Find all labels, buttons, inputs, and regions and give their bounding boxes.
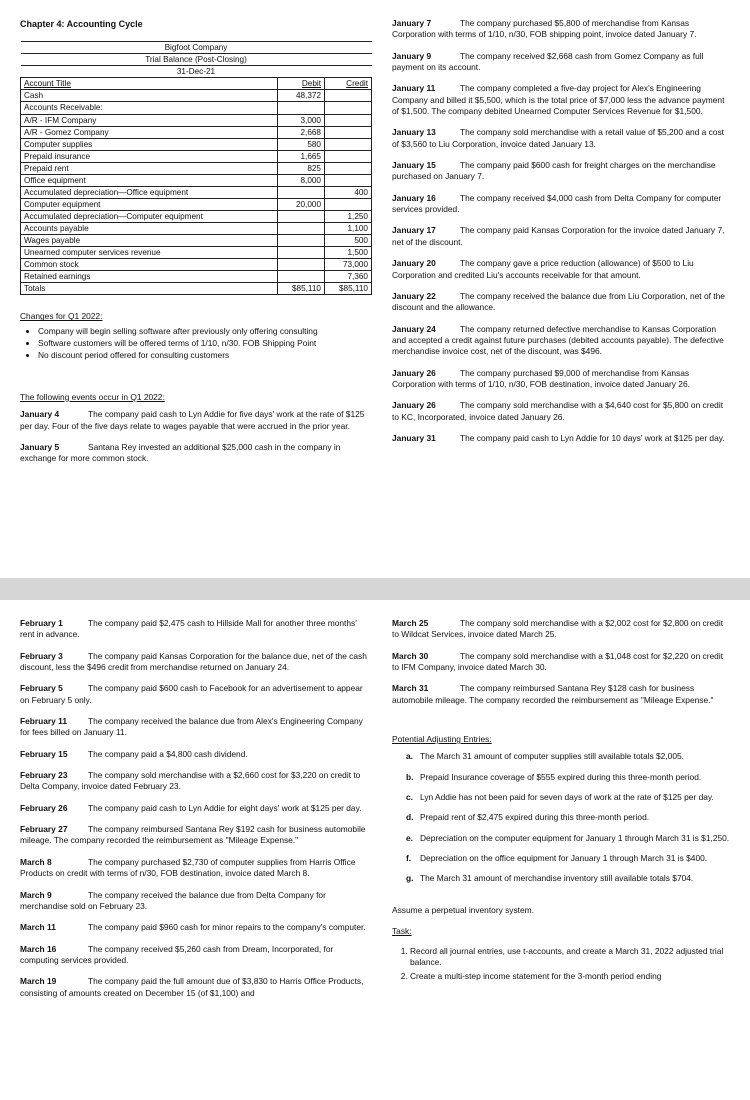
tb-credit (325, 162, 372, 174)
event-text: The company received $2,668 cash from Gomez Company as full payment on its account. (392, 50, 704, 73)
event-entry (20, 824, 370, 847)
event-entry (20, 618, 370, 641)
event-date: January 5 (20, 441, 60, 452)
adjusting-item (406, 812, 732, 823)
event-entry (392, 618, 732, 641)
adjusting-text: Lyn Addie has not been paid for seven days of work at the rate of $125 per day. (420, 792, 714, 803)
tb-account: Common stock (21, 259, 278, 271)
adjusting-text: Depreciation on the office equipment for January 1 through March 31 is $400. (420, 853, 708, 864)
event-date: February 26 (20, 802, 68, 813)
tb-row (21, 138, 372, 150)
tb-account: Totals (21, 283, 278, 295)
adjusting-list (392, 751, 732, 884)
event-text: The company paid a $4,800 cash dividend. (88, 748, 248, 759)
event-date: January 9 (392, 50, 432, 61)
event-text: The company purchased $5,800 of merchandise from Kansas Corporation with terms of 1/10, n/30, FOB shipping point, invoice dated January 7. (392, 18, 697, 40)
tb-credit: 7,360 (325, 271, 372, 283)
event-text: The company reimbursed Santana Rey $128 cash for business automobile mileage. The company recorded the reimbursement as "Mileage Expense." (392, 683, 714, 705)
tb-header-row (21, 42, 372, 54)
tb-debit (278, 102, 325, 114)
tb-date: 31-Dec-21 (21, 66, 372, 78)
event-entry (20, 976, 370, 999)
event-text: The company gave a price reduction (allowance) of $500 to Liu Corporation and credited Liu's accounts receivable for that amount. (392, 258, 694, 280)
tb-row (21, 271, 372, 283)
adjusting-letter: a. (406, 751, 413, 762)
tb-debit (278, 186, 325, 198)
event-entry (20, 749, 370, 760)
event-text: The company sold merchandise with a $1,048 cost for $2,220 on credit to IFM Company, invoice dated March 30. (392, 650, 724, 673)
event-text: The company purchased $9,000 of merchandise from Kansas Corporation with terms of 1/10, n/30, FOB destination, invoice dated January 26. (392, 367, 690, 389)
tb-credit (325, 174, 372, 186)
event-date: January 13 (392, 127, 436, 138)
tb-credit: 1,250 (325, 211, 372, 223)
event-date: January 17 (392, 225, 436, 236)
changes-section (20, 311, 370, 361)
changes-list (20, 326, 370, 362)
tb-row (21, 283, 372, 295)
tb-row (21, 235, 372, 247)
event-date: February 23 (20, 770, 68, 781)
tb-column-header-row (21, 78, 372, 90)
tb-header-row (21, 66, 372, 78)
event-text: The company paid cash to Lyn Addie for five days' work at the rate of $125 per day. Four of the five days relate to wages payable that were accrued in the prior year. (20, 409, 365, 431)
page-two-left-column (20, 618, 370, 1009)
event-entry (20, 442, 370, 465)
event-text: The company paid cash to Lyn Addie for 10 days' work at $125 per day. (460, 432, 725, 443)
tb-account: Prepaid insurance (21, 150, 278, 162)
tb-debit: 825 (278, 162, 325, 174)
page-separator (0, 578, 750, 600)
event-entry (392, 51, 732, 74)
tb-debit (278, 271, 325, 283)
tb-debit (278, 259, 325, 271)
tb-credit (325, 138, 372, 150)
tb-credit (325, 198, 372, 210)
tb-account: A/R - Gomez Company (21, 126, 278, 138)
tb-row (21, 174, 372, 186)
event-text: The company returned defective merchandise to Kansas Corporation and accepted a credit against future purchases (debited accounts payable). The defective merchandise invoice cost, net of the discount, was $496. (392, 323, 724, 357)
event-entry (20, 944, 370, 967)
changes-item: • Software customers will be offered terms of 1/10, n/30. FOB Shipping Point (38, 338, 370, 349)
tb-row (21, 114, 372, 126)
tb-credit: 1,100 (325, 223, 372, 235)
event-entry (20, 716, 370, 739)
tb-col-credit-label: Credit (346, 79, 368, 89)
event-text: The company sold merchandise with a $2,002 cost for $2,800 on credit to Wildcat Services, invoice dated March 25. (392, 618, 724, 640)
tb-credit: 500 (325, 235, 372, 247)
tb-col-credit (325, 78, 372, 90)
adjusting-letter: d. (406, 812, 414, 823)
event-text: The company paid $600 cash for freight charges on the merchandise purchased on January 7. (392, 160, 716, 182)
tb-title: Trial Balance (Post-Closing) (21, 54, 372, 66)
event-entry (392, 683, 732, 706)
page-one-left-column (20, 18, 370, 475)
adjusting-text: The March 31 amount of computer supplies still available totals $2,005. (420, 751, 684, 762)
changes-item: • No discount period offered for consulting customers (38, 350, 370, 361)
tb-row (21, 198, 372, 210)
event-date: March 25 (392, 618, 429, 628)
tb-account: Computer supplies (21, 138, 278, 150)
tb-account: Cash (21, 90, 278, 102)
event-entry (20, 651, 370, 674)
event-text: The company paid Kansas Corporation for the balance due, net of the cash discount, less the $496 credit from merchandise returned on January 24. (20, 650, 367, 673)
adjusting-item (406, 792, 732, 803)
adjusting-text: The March 31 amount of merchandise inventory still available totals $704. (420, 873, 694, 884)
event-entry (20, 409, 370, 432)
page-two (0, 600, 750, 1100)
tb-credit: $85,110 (325, 283, 372, 295)
tb-debit: 48,372 (278, 90, 325, 102)
adjusting-letter: b. (406, 771, 414, 782)
tb-row (21, 150, 372, 162)
event-text: The company received the balance due from Alex's Engineering Company for fees billed on January 11. (20, 716, 363, 738)
tb-debit (278, 223, 325, 235)
event-entry (392, 651, 732, 674)
adjusting-text: Prepaid Insurance coverage of $555 expired during this three-month period. (420, 771, 702, 782)
event-date: March 19 (20, 976, 57, 987)
event-date: January 31 (392, 432, 436, 443)
event-date: January 4 (20, 409, 60, 420)
tb-col-account-label: Account Title (24, 79, 71, 89)
event-date: March 9 (20, 889, 52, 900)
page-one-right-column (392, 18, 732, 454)
trial-balance-table (20, 41, 372, 295)
tb-col-debit (278, 78, 325, 90)
chapter-title: Chapter 4: Accounting Cycle (20, 19, 143, 29)
event-date: February 1 (20, 618, 63, 628)
adjusting-item (406, 853, 732, 864)
event-text: Santana Rey invested an additional $25,000 cash in the company in exchange for more common stock. (20, 441, 341, 464)
event-entry (20, 683, 370, 706)
tb-credit (325, 126, 372, 138)
events-section (20, 392, 370, 465)
event-text: The company sold merchandise with a $4,640 cost for $5,800 on credit to KC, Incorporated, invoice dated January 26. (392, 400, 724, 422)
tb-account: Computer equipment (21, 198, 278, 210)
event-entry (392, 291, 732, 314)
tb-header-row (21, 54, 372, 66)
adjusting-item (406, 772, 732, 783)
event-date: February 5 (20, 683, 63, 694)
event-entry (392, 225, 732, 248)
event-date: March 30 (392, 650, 429, 661)
event-text: The company paid the full amount due of $3,830 to Harris Office Products, consisting of amounts created on December 15 (of $1,100) and (20, 976, 364, 998)
tb-row (21, 247, 372, 259)
event-text: The company sold merchandise with a retail value of $5,200 and a cost of $3,560 to Liu Corporation, invoice dated January 13. (392, 127, 724, 149)
event-text: The company reimbursed Santana Rey $192 cash for business automobile mileage. The company recorded the reimbursement as "Mileage Expense." (20, 824, 366, 846)
event-entry (20, 857, 370, 880)
event-date: January 24 (392, 323, 436, 334)
tb-debit: 8,000 (278, 174, 325, 186)
adjusting-item (406, 751, 732, 762)
tb-debit (278, 247, 325, 259)
tb-credit: 73,000 (325, 259, 372, 271)
event-date: March 16 (20, 943, 57, 954)
adjusting-heading: Potential Adjusting Entries: (392, 734, 492, 745)
event-date: March 8 (20, 856, 52, 867)
tb-company: Bigfoot Company (21, 42, 372, 54)
event-text: The company paid $2,475 cash to Hillside Mall for another three months' rent in advance. (20, 618, 357, 640)
tb-col-account (21, 78, 278, 90)
tb-debit: 20,000 (278, 198, 325, 210)
event-text: The company paid $960 cash for minor repairs to the company's computer. (88, 922, 366, 933)
tb-debit: 3,000 (278, 114, 325, 126)
tb-account: Wages payable (21, 235, 278, 247)
tb-credit: 1,500 (325, 247, 372, 259)
event-text: The company received $4,000 cash from Delta Company for computer services provided. (392, 192, 722, 215)
event-entry (392, 258, 732, 281)
event-text: The company received $5,260 cash from Dream, Incorporated, for computing services provided. (20, 943, 334, 965)
event-date: January 26 (392, 367, 436, 378)
event-entry (392, 368, 732, 391)
tb-account: Retained earnings (21, 271, 278, 283)
tb-credit (325, 114, 372, 126)
event-date: January 15 (392, 160, 436, 171)
adjusting-item (406, 873, 732, 884)
task-item: 1. Record all journal entries, use t-accounts, and create a March 31, 2022 adjusted trial balance. (410, 946, 732, 969)
event-text: The company purchased $2,730 of computer supplies from Harris Office Products on credit with terms of n/30, FOB destination, invoice dated March 8. (20, 856, 356, 879)
events-left-list (20, 409, 370, 464)
events-right-list (392, 618, 732, 706)
adjusting-letter: g. (406, 873, 414, 884)
adjusting-letter: f. (406, 853, 412, 864)
tb-account: A/R - IFM Company (21, 114, 278, 126)
adjusting-letter: e. (406, 832, 413, 843)
tb-account: Accounts payable (21, 223, 278, 235)
event-date: March 31 (392, 683, 429, 694)
adjusting-text: Depreciation on the computer equipment for January 1 through March 31 is $1,250. (420, 832, 730, 843)
event-entry (20, 803, 370, 814)
tb-row (21, 90, 372, 102)
event-date: February 27 (20, 824, 68, 835)
tb-row (21, 162, 372, 174)
adjusting-letter: c. (406, 792, 413, 803)
tb-account: Accumulated depreciation—Computer equipment (21, 211, 278, 223)
task-item: 2. Create a multi-step income statement for the 3-month period ending (410, 971, 732, 982)
tb-row (21, 223, 372, 235)
event-text: The company sold merchandise with a $2,660 cost for $3,220 on credit to Delta Company, invoice dated February 23. (20, 770, 361, 792)
event-date: February 15 (20, 748, 68, 759)
event-date: January 16 (392, 192, 436, 203)
events-heading: The following events occur in Q1 2022: (20, 391, 165, 402)
event-entry (392, 433, 732, 444)
event-text: The company paid Kansas Corporation for the invoice dated January 7, net of the discount. (392, 225, 725, 247)
event-text: The company paid cash to Lyn Addie for eight days' work at $125 per day. (88, 802, 362, 813)
event-entry (392, 193, 732, 216)
tb-debit: 1,665 (278, 150, 325, 162)
tb-account: Accumulated depreciation—Office equipment (21, 186, 278, 198)
event-date: January 11 (392, 83, 436, 94)
tb-credit (325, 150, 372, 162)
tb-row (21, 126, 372, 138)
tb-debit: 580 (278, 138, 325, 150)
event-entry (20, 770, 370, 793)
event-entry (20, 890, 370, 913)
tb-col-debit-label: Debit (301, 79, 321, 89)
event-entry (392, 400, 732, 423)
event-date: February 11 (20, 716, 68, 727)
tb-row (21, 102, 372, 114)
tb-account: Office equipment (21, 174, 278, 186)
event-date: January 26 (392, 400, 436, 411)
tb-credit: 400 (325, 186, 372, 198)
tb-account: Unearned computer services revenue (21, 247, 278, 259)
event-date: January 20 (392, 258, 436, 269)
event-entry (20, 922, 370, 933)
tb-credit (325, 90, 372, 102)
event-entry (392, 18, 732, 41)
task-list (392, 946, 732, 983)
event-text: The company paid $600 cash to Facebook for an advertisement to appear on February 5 only. (20, 683, 363, 705)
tb-account: Prepaid rent (21, 162, 278, 174)
event-date: March 11 (20, 922, 56, 933)
event-entry (392, 127, 732, 150)
tb-debit: 2,668 (278, 126, 325, 138)
event-entry (392, 160, 732, 183)
tb-row (21, 211, 372, 223)
tb-account: Accounts Receivable: (21, 102, 278, 114)
tb-row (21, 259, 372, 271)
event-entry (392, 83, 732, 117)
changes-heading: Changes for Q1 2022: (20, 311, 103, 322)
event-text: The company completed a five-day project for Alex's Engineering Company and billed it $5,500, which is the total price of $7,000 less the advance payment of $1,500. The company debited Unearned Computer Services Revenue for $1,500. (392, 83, 725, 117)
tb-credit (325, 102, 372, 114)
adjusting-text: Prepaid rent of $2,475 expired during this three-month period. (420, 812, 650, 823)
tb-debit (278, 211, 325, 223)
event-text: The company received the balance due from Delta Company for merchandise sold on February 23. (20, 889, 326, 911)
event-date: February 3 (20, 650, 63, 661)
changes-item: • Company will begin selling software after previously only offering consulting (38, 326, 370, 337)
event-entry (392, 324, 732, 358)
perpetual-note: Assume a perpetual inventory system. (392, 904, 534, 915)
event-date: January 22 (392, 290, 436, 301)
tb-debit: $85,110 (278, 283, 325, 295)
tb-debit (278, 235, 325, 247)
event-text: The company received the balance due from Liu Corporation, net of the discount and the allowance. (392, 290, 725, 313)
page-two-right-column (392, 618, 732, 986)
event-date: January 7 (392, 18, 432, 28)
task-heading: Task: (392, 926, 412, 937)
tb-row (21, 186, 372, 198)
adjusting-item (406, 833, 732, 844)
